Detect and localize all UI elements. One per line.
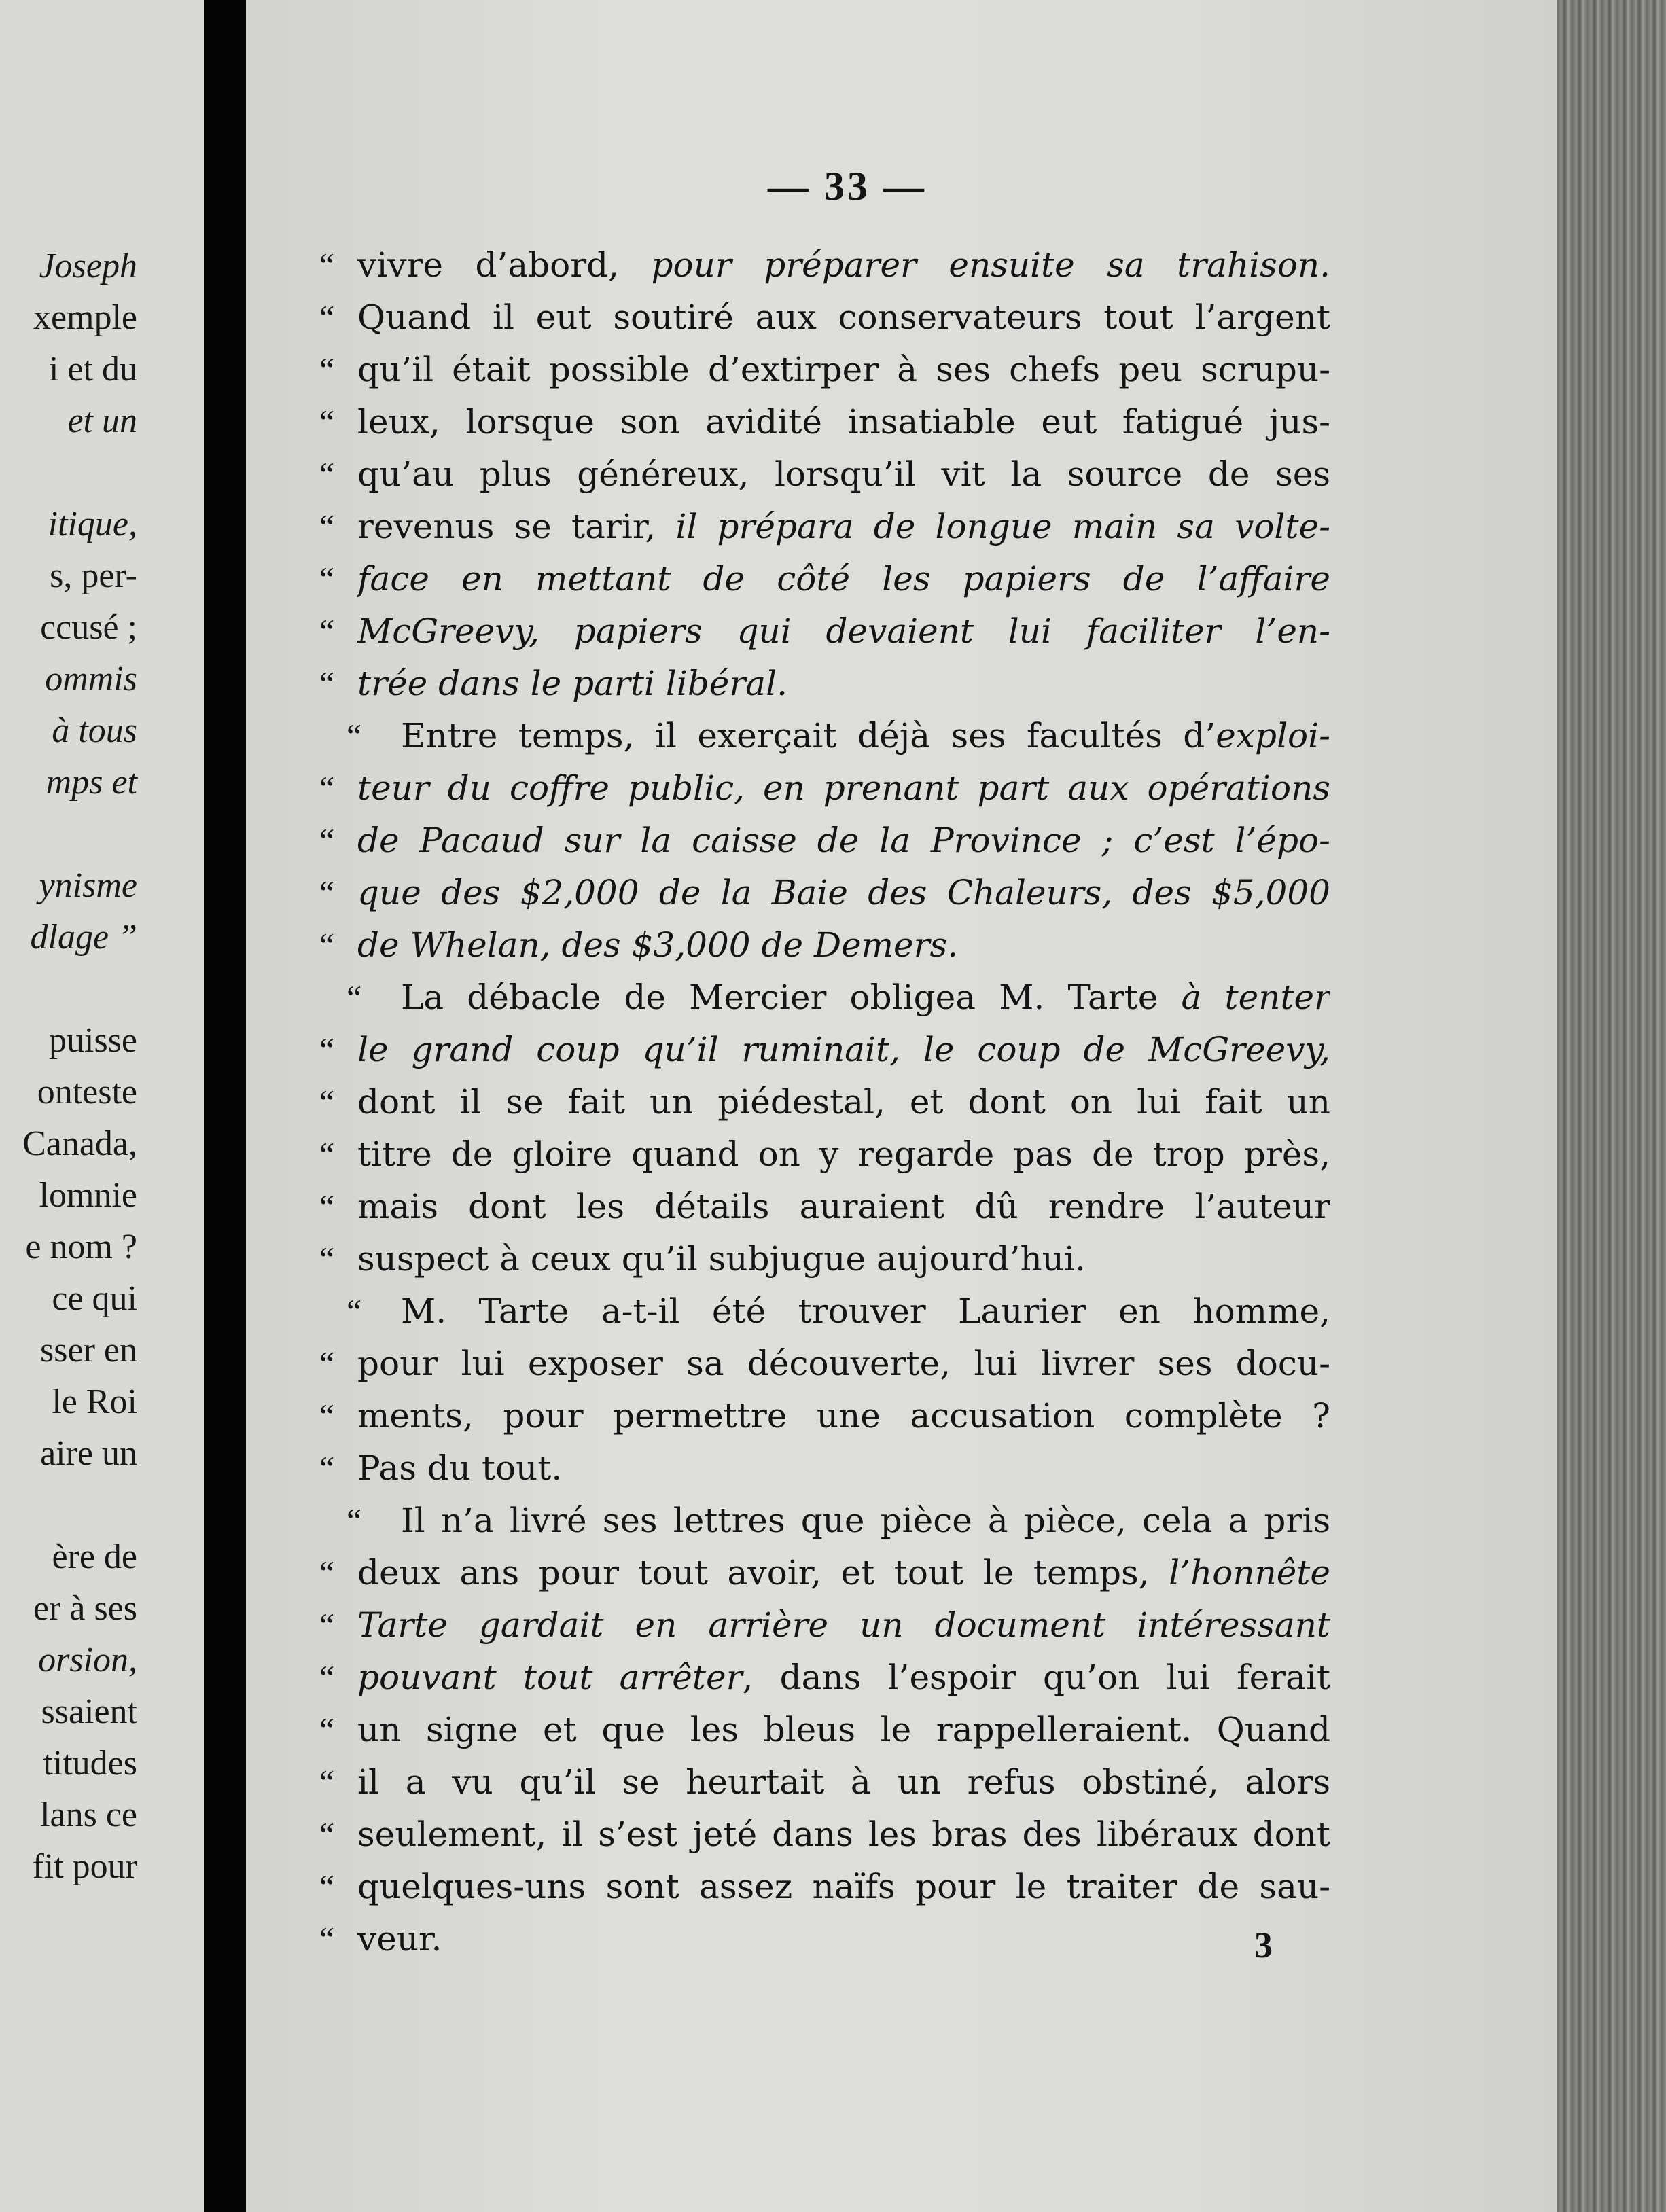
left-page-line: Joseph [39,247,137,285]
text-segment: leux, lorsque son avidité insatiable eut fatigué jus- [357,402,1330,442]
quote-mark: “ [319,1449,335,1487]
line-text [357,1390,1330,1442]
line-text [401,1285,1330,1338]
text-segment: ments, pour permettre une accusation complète ? [357,1396,1330,1435]
quote-mark: “ [347,1292,362,1330]
text-segment: mais dont les détails auraient dû rendre l’auteur [357,1187,1330,1226]
quote-mark: “ [319,1920,335,1958]
text-segment: Quand il eut soutiré aux conservateurs tout l’argent [357,298,1330,337]
left-page-line: xemple [33,298,137,337]
left-page-line: ce qui [52,1279,137,1318]
text-segment: M. Tarte a-t-il été trouver Laurier en homme, [401,1291,1330,1331]
line-text [357,1024,1330,1076]
left-page-line: dlage ” [30,918,137,957]
left-page-line: aire un [40,1434,137,1473]
line-text [357,396,1330,448]
line-text [357,1599,1330,1652]
line-text [357,867,1330,919]
left-page-line: lans ce [40,1796,137,1834]
left-page-line: fit pour [32,1847,137,1886]
quote-mark: “ [347,1501,362,1539]
text-segment: quelques-uns sont assez naïfs pour le traiter de sau- [357,1867,1330,1906]
italic-segment: de Whelan, des $3,000 de Demers. [357,925,959,965]
left-page-line: i et du [49,350,137,389]
italic-segment: que des $2,000 de la Baie des Chaleurs, des $5,000 [357,873,1330,912]
text-line [319,1547,1330,1599]
quote-mark: “ [319,769,335,807]
line-text [357,1233,1330,1285]
quote-mark: “ [319,1135,335,1173]
text-segment: Entre temps, il exerçait déjà ses facultés d’ [401,716,1216,755]
left-page-line: s, per- [50,556,137,595]
line-text [357,1704,1330,1756]
left-page-line: à tous [52,711,137,750]
text-segment: il a vu qu’il se heurtait à un refus obstiné, alors [357,1762,1330,1802]
line-text [357,919,1330,971]
italic-segment: à tenter [1181,978,1330,1017]
line-text [401,1495,1330,1547]
text-segment: revenus se tarir, [357,507,676,546]
italic-segment: McGreevy, papiers qui devaient lui faciliter l’en- [357,611,1330,651]
line-text [357,1442,1330,1495]
text-segment: pour lui exposer sa découverte, lui livrer ses docu- [357,1344,1330,1383]
text-line [319,1233,1330,1285]
quote-mark: “ [319,1658,335,1696]
text-line [319,1599,1330,1652]
text-segment: qu’au plus généreux, lorsqu’il vit la source de ses [357,454,1330,494]
line-text [401,710,1330,762]
line-text [357,1652,1330,1704]
text-line [319,971,1330,1024]
quote-mark: “ [319,1344,335,1382]
text-segment: veur. [357,1919,442,1959]
line-text [357,605,1330,658]
line-text [357,1913,1330,1965]
line-text [357,762,1330,815]
left-page-line: ommis [45,660,137,698]
quote-mark: “ [319,1763,335,1801]
text-segment: La débacle de Mercier obligea M. Tarte [401,978,1182,1017]
text-segment: titre de gloire quand on y regarde pas de trop près, [357,1135,1330,1174]
left-page-line: er à ses [33,1589,137,1628]
text-line [319,1390,1330,1442]
text-segment: vivre d’abord, [357,245,652,285]
left-page-line: onteste [37,1073,137,1111]
line-text [401,971,1330,1024]
line-text [357,239,1330,291]
left-page-line: et un [67,402,137,440]
line-text [357,815,1330,867]
body-text [319,239,1330,1965]
left-page-line: le Roi [52,1382,137,1421]
text-line [319,710,1330,762]
italic-segment: pouvant tout arrêter [357,1658,743,1697]
quote-mark: “ [319,821,335,859]
text-segment: , dans l’espoir qu’on lui ferait [742,1658,1330,1697]
quote-mark: “ [319,1031,335,1069]
text-line [319,1652,1330,1704]
quote-mark: “ [319,1188,335,1226]
text-line [319,553,1330,605]
line-text [357,1338,1330,1390]
text-line [319,815,1330,867]
text-line [319,1495,1330,1547]
italic-segment: teur du coffre public, en prenant part aux opérations [357,768,1330,808]
quote-mark: “ [319,507,335,546]
left-page-line: puisse [49,1021,137,1060]
italic-segment: trée dans le parti libéral. [357,664,787,703]
line-text [357,1756,1330,1808]
line-text [357,448,1330,501]
quote-mark: “ [319,1240,335,1278]
line-text [357,501,1330,553]
quote-mark: “ [319,874,335,912]
text-line [319,919,1330,971]
page-edge [1557,0,1666,2212]
italic-segment: le grand coup qu’il ruminait, le coup de McGreevy, [357,1030,1330,1069]
italic-segment: exploi- [1216,716,1330,755]
text-line [319,1913,1330,1965]
quote-mark: “ [319,1868,335,1906]
text-line [319,1285,1330,1338]
text-line [319,762,1330,815]
text-segment: qu’il était possible d’extirper à ses chefs peu scrupu- [357,350,1330,389]
text-line [319,501,1330,553]
text-line [319,448,1330,501]
previous-page-fragment [0,0,204,2212]
quote-mark: “ [319,403,335,441]
quote-mark: “ [319,1397,335,1435]
left-page-line: sser en [40,1331,137,1370]
line-text [357,1861,1330,1913]
line-text [357,553,1330,605]
left-page-line: ère de [52,1537,137,1576]
quote-mark: “ [319,246,335,284]
quote-mark: “ [319,1815,335,1853]
left-page-line: e nom ? [25,1228,137,1266]
line-text [357,291,1330,344]
line-text [357,1128,1330,1181]
text-line [319,1024,1330,1076]
italic-segment: face en mettant de côté les papiers de l’affaire [357,559,1330,599]
signature-mark: 3 [1254,1925,1273,1965]
text-segment: deux ans pour tout avoir, et tout le temps, [357,1553,1169,1592]
quote-mark: “ [319,1711,335,1749]
text-segment: un signe et que les bleus le rappelleraient. Quand [357,1710,1330,1749]
text-line [319,1704,1330,1756]
text-line [319,291,1330,344]
text-line [319,867,1330,919]
left-page-line: titudes [43,1744,137,1783]
italic-segment: Tarte gardait en arrière un document intéressant [357,1605,1330,1645]
text-segment: seulement, il s’est jeté dans les bras des libéraux dont [357,1815,1330,1854]
left-page-line: Canada, [22,1124,137,1163]
text-line [319,344,1330,396]
italic-segment: il prépara de longue main sa volte- [675,507,1330,546]
quote-mark: “ [319,560,335,598]
italic-segment: pour préparer ensuite sa trahison. [651,245,1330,285]
line-text [357,344,1330,396]
left-page-line: lomnie [39,1176,137,1215]
text-line [319,1861,1330,1913]
text-line [319,1181,1330,1233]
text-line [319,1128,1330,1181]
italic-segment: l’honnête [1169,1553,1330,1592]
text-line [319,1338,1330,1390]
line-text [357,658,1330,710]
quote-mark: “ [319,351,335,389]
quote-mark: “ [319,1554,335,1592]
left-page-line: orsion, [38,1641,137,1679]
left-page-line: mps et [46,763,137,802]
text-segment: suspect à ceux qu’il subjugue aujourd’hui. [357,1239,1086,1279]
book-gutter [204,0,246,2212]
left-page-line: ccusé ; [40,608,137,647]
line-text [357,1076,1330,1128]
left-page-line: ynisme [39,866,137,905]
quote-mark: “ [319,1083,335,1121]
text-line [319,605,1330,658]
line-text [357,1181,1330,1233]
quote-mark: “ [319,455,335,493]
quote-mark: “ [319,298,335,336]
text-segment: dont il se fait un piédestal, et dont on lui fait un [357,1082,1330,1122]
text-line [319,1442,1330,1495]
left-page-line: ssaient [41,1692,137,1731]
text-segment: Il n’a livré ses lettres que pièce à pièce, cela a pris [401,1501,1330,1540]
quote-mark: “ [319,1606,335,1644]
text-line [319,396,1330,448]
text-segment: Pas du tout. [357,1448,563,1488]
quote-mark: “ [319,612,335,650]
line-text [357,1547,1330,1599]
quote-mark: “ [347,717,362,755]
left-page-line: itique, [48,505,137,543]
text-line [319,1756,1330,1808]
italic-segment: de Pacaud sur la caisse de la Province ; c’est l’épo- [357,821,1330,860]
quote-mark: “ [319,926,335,964]
quote-mark: “ [347,978,362,1016]
page-number: — 33 — [768,164,927,209]
text-line [319,1076,1330,1128]
line-text [357,1808,1330,1861]
quote-mark: “ [319,664,335,702]
text-line [319,658,1330,710]
text-line [319,239,1330,291]
text-line [319,1808,1330,1861]
